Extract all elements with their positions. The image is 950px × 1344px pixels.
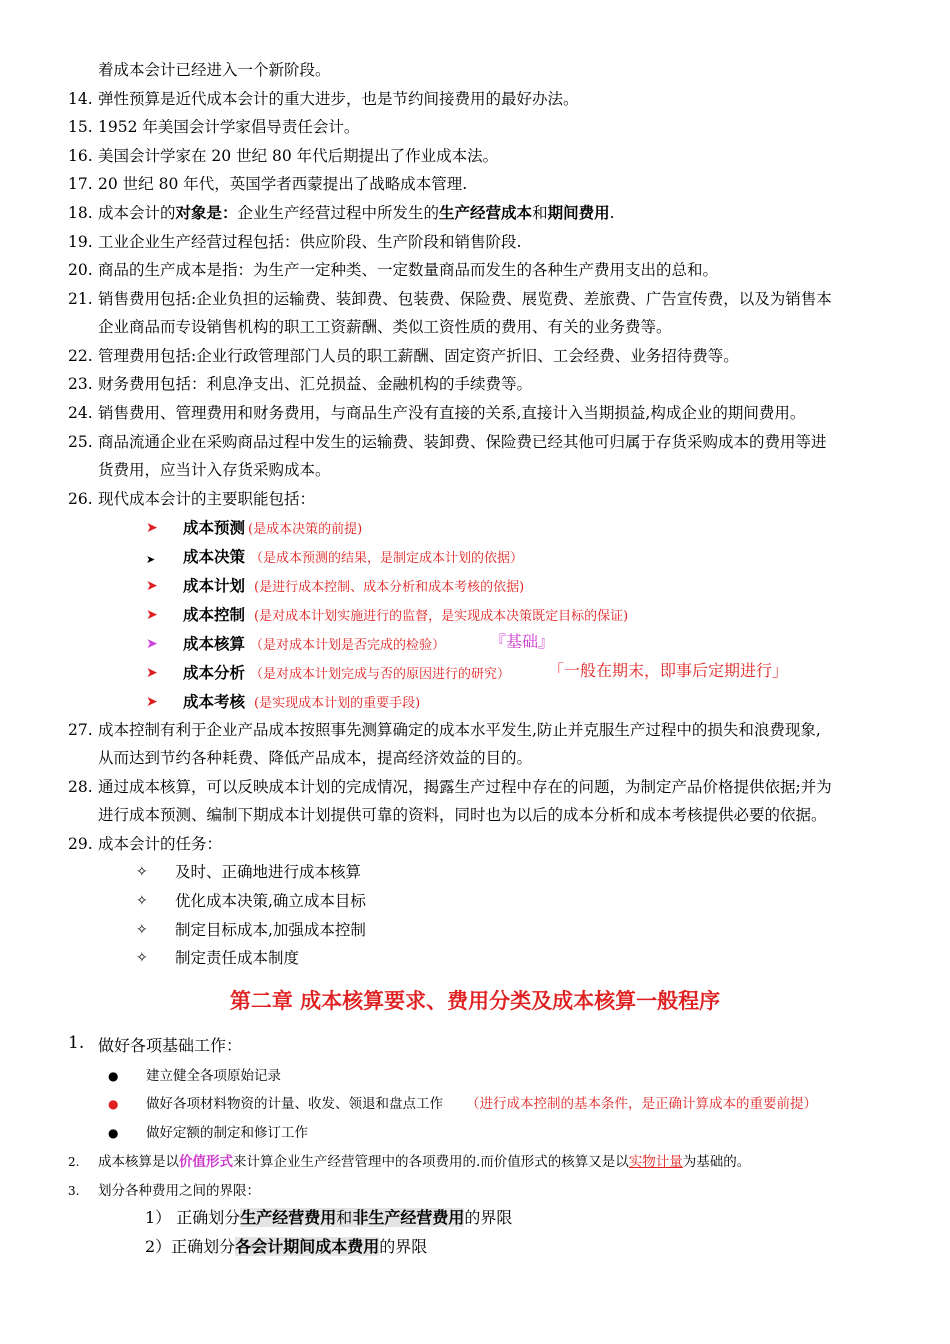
item-text: 成本会计的任务： bbox=[98, 835, 223, 853]
chapter-title: 第二章 成本核算要求、费用分类及成本核算一般程序 bbox=[229, 988, 721, 1013]
item-text: 企业商品而专设销售机构的职工工资薪酬、类似工资性质的费用、有关的业务费等。 bbox=[98, 318, 672, 336]
item-number: 17. bbox=[68, 175, 93, 193]
item-number: 26. bbox=[68, 490, 93, 508]
bullet-note: （进行成本控制的基本条件，是正确计算成本的重要前提） bbox=[466, 1096, 817, 1112]
item-text: 20 世纪 80 年代，英国学者西蒙提出了战略成本管理. bbox=[98, 175, 468, 193]
subitem-text bbox=[145, 1208, 512, 1228]
text-run-highlight: 非生产经营费用 bbox=[352, 1208, 465, 1227]
text-run: 和 bbox=[336, 1208, 353, 1227]
item-text: 销售费用包括:企业负担的运输费、装卸费、包装费、保险费、展览费、差旅费、广告宣传费，以及为销售本 bbox=[98, 290, 832, 308]
text-run: 的界限 bbox=[379, 1237, 428, 1256]
dot-bullet-icon: ● bbox=[108, 1069, 119, 1083]
function-label: 成本分析 bbox=[183, 663, 246, 682]
function-note: (是对成本计划实施进行的监督，是实现成本决策既定目标的保证) bbox=[254, 609, 629, 624]
item-text: 销售费用、管理费用和财务费用，与商品生产没有直接的关系,直接计入当期损益,构成企业的期间费用。 bbox=[98, 404, 806, 422]
text-run-bold: 对象是： bbox=[175, 203, 238, 222]
item-text: 成本控制有利于企业产品成本按照事先测算确定的成本水平发生,防止并克服生产过程中的损失和浪费现象, bbox=[98, 721, 821, 739]
bullet-text: 做好各项材料物资的计量、收发、领退和盘点工作 bbox=[146, 1096, 443, 1112]
item-text: 划分各种费用之间的界限： bbox=[98, 1183, 260, 1199]
diamond-bullet-icon: ✧ bbox=[136, 950, 148, 966]
arrow-bullet-icon: ➤ bbox=[146, 665, 158, 681]
function-label: 成本控制 bbox=[183, 605, 246, 624]
text-run: 企业生产经营过程中所发生的 bbox=[237, 204, 440, 222]
item-number: 15. bbox=[68, 118, 93, 136]
item-number: 29. bbox=[68, 835, 93, 853]
text-run: . bbox=[609, 204, 615, 222]
subitem-text bbox=[145, 1237, 427, 1257]
item-number: 1. bbox=[68, 1033, 85, 1053]
task-text: 制定责任成本制度 bbox=[175, 949, 300, 967]
task-text: 制定目标成本,加强成本控制 bbox=[175, 921, 366, 939]
function-label: 成本核算 bbox=[183, 634, 246, 653]
item-number: 28. bbox=[68, 778, 93, 796]
function-label: 成本考核 bbox=[183, 692, 246, 711]
dot-bullet-icon: ● bbox=[108, 1126, 119, 1140]
arrow-bullet-icon: ➤ bbox=[146, 694, 158, 710]
function-note: (是实现成本计划的重要手段) bbox=[254, 696, 421, 711]
diamond-bullet-icon: ✧ bbox=[136, 922, 148, 938]
arrow-bullet-icon: ➤ bbox=[146, 553, 156, 566]
item-text: 商品流通企业在采购商品过程中发生的运输费、装卸费、保险费已经其他可归属于存货采购成本的费用等进 bbox=[98, 433, 827, 451]
item-text: 美国会计学家在 20 世纪 80 年代后期提出了作业成本法。 bbox=[98, 147, 499, 165]
item-number: 2. bbox=[68, 1155, 80, 1169]
function-note: （是对成本计划完成与否的原因进行的研究） bbox=[250, 667, 511, 682]
function-label: 成本预测 bbox=[183, 518, 246, 537]
diamond-bullet-icon: ✧ bbox=[136, 893, 148, 909]
item-text: 财务费用包括：利息净支出、汇兑损益、金融机构的手续费等。 bbox=[98, 375, 533, 393]
text-run-highlight: 生产经营费用 bbox=[240, 1208, 337, 1227]
item-text: 管理费用包括:企业行政管理部门人员的职工薪酬、固定资产折旧、工会经费、业务招待费等。 bbox=[98, 347, 739, 365]
text-run-bold: 生产经营成本 bbox=[439, 203, 533, 222]
text-run: 成本核算是以 bbox=[98, 1154, 179, 1170]
item-text: 弹性预算是近代成本会计的重大进步，也是节约间接费用的最好办法。 bbox=[98, 90, 579, 108]
function-label: 成本计划 bbox=[183, 576, 246, 595]
text-run-highlight: 各会计期间成本费用 bbox=[235, 1237, 380, 1256]
text-run-bold: 期间费用 bbox=[547, 203, 610, 222]
function-note: (是成本决策的前提) bbox=[248, 522, 363, 537]
item-number: 25. bbox=[68, 433, 93, 451]
item-number: 19. bbox=[68, 233, 93, 251]
item-text: 从而达到节约各种耗费、降低产品成本，提高经济效益的目的。 bbox=[98, 749, 533, 767]
item-text: 现代成本会计的主要职能包括： bbox=[98, 490, 316, 508]
item-text bbox=[98, 203, 615, 223]
item-number: 18. bbox=[68, 204, 93, 222]
bullet-text: 做好定额的制定和修订工作 bbox=[146, 1125, 308, 1141]
item-number: 3. bbox=[68, 1184, 80, 1198]
item-number: 22. bbox=[68, 347, 93, 365]
text-run-highlight: 价值形式 bbox=[179, 1154, 233, 1170]
text-run: 1） 正确划分 bbox=[145, 1208, 241, 1227]
arrow-bullet-icon: ➤ bbox=[146, 520, 158, 536]
item-number: 21. bbox=[68, 290, 93, 308]
text-run: 2）正确划分 bbox=[145, 1237, 236, 1256]
text-run: 的界限 bbox=[464, 1208, 513, 1227]
item-text: 做好各项基础工作： bbox=[98, 1036, 243, 1055]
dot-bullet-icon: ● bbox=[108, 1097, 119, 1111]
item-number: 24. bbox=[68, 404, 93, 422]
text-run: 和 bbox=[532, 204, 548, 222]
function-note: (是进行成本控制、成本分析和成本考核的依据) bbox=[254, 580, 525, 595]
text-run: 成本会计的 bbox=[98, 204, 176, 222]
item-text bbox=[98, 1152, 750, 1172]
text-run: 为基础的。 bbox=[682, 1154, 751, 1170]
function-extra: 「一般在期末，即事后定期进行」 bbox=[548, 661, 789, 680]
item-number: 20. bbox=[68, 261, 93, 279]
diamond-bullet-icon: ✧ bbox=[136, 864, 148, 880]
item-text: 着成本会计已经进入一个新阶段。 bbox=[98, 61, 331, 79]
function-note: （是成本预测的结果，是制定成本计划的依据） bbox=[250, 551, 524, 566]
bullet-text: 建立健全各项原始记录 bbox=[146, 1068, 281, 1084]
task-text: 及时、正确地进行成本核算 bbox=[175, 863, 362, 881]
item-text: 工业企业生产经营过程包括：供应阶段、生产阶段和销售阶段. bbox=[98, 233, 522, 251]
text-run-underlined: 实物计量 bbox=[628, 1154, 683, 1170]
item-text: 1952 年美国会计学家倡导责任会计。 bbox=[98, 118, 360, 136]
item-number: 23. bbox=[68, 375, 93, 393]
item-text: 货费用，应当计入存货采购成本。 bbox=[98, 461, 331, 479]
item-text: 进行成本预测、编制下期成本计划提供可靠的资料，同时也为以后的成本分析和成本考核提供必要的依据。 bbox=[98, 806, 827, 824]
item-number: 16. bbox=[68, 147, 93, 165]
text-run: 来计算企业生产经营管理中的各项费用的.而价值形式的核算又是以 bbox=[233, 1154, 629, 1170]
item-text: 商品的生产成本是指：为生产一定种类、一定数量商品而发生的各种生产费用支出的总和。 bbox=[98, 261, 719, 279]
arrow-bullet-icon: ➤ bbox=[146, 578, 158, 594]
arrow-bullet-icon: ➤ bbox=[146, 607, 158, 623]
item-text: 通过成本核算，可以反映成本计划的完成情况，揭露生产过程中存在的问题，为制定产品价格提供依据;并为 bbox=[98, 778, 832, 796]
item-number: 27. bbox=[68, 721, 93, 739]
function-note: （是对成本计划是否完成的检验） bbox=[250, 638, 446, 653]
task-text: 优化成本决策,确立成本目标 bbox=[175, 892, 366, 910]
function-extra: 『基础』 bbox=[490, 632, 555, 651]
function-label: 成本决策 bbox=[183, 547, 246, 566]
arrow-bullet-icon: ➤ bbox=[146, 636, 158, 652]
item-number: 14. bbox=[68, 90, 93, 108]
